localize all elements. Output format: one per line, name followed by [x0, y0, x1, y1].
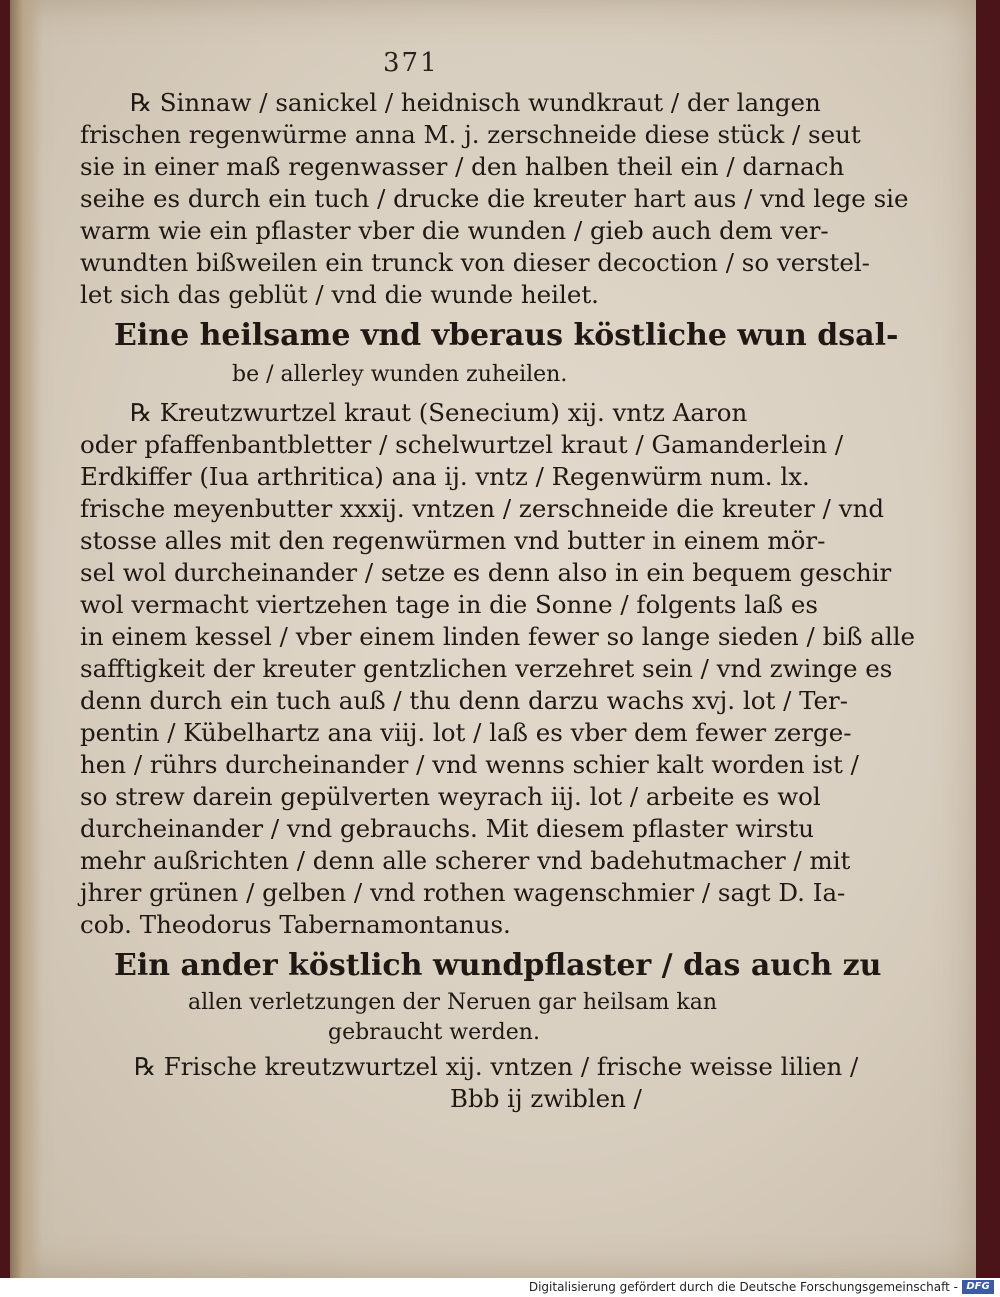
text-line: seihe es durch ein tuch / drucke die kreuter hart aus / vnd lege sie	[80, 184, 909, 213]
page-gutter	[10, 0, 42, 1278]
text-line: cob. Theodorus Tabernamontanus.	[80, 910, 511, 939]
text-line: wundten bißweilen ein trunck von dieser decoction / so verstel-	[80, 248, 870, 277]
text-line: denn durch ein tuch auß / thu denn darzu wachs xvj. lot / Ter-	[80, 686, 849, 715]
footer-credit: Digitalisierung gefördert durch die Deutsche Forschungsgemeinschaft -	[528, 1280, 958, 1294]
signature-catchword: Bbb ij zwiblen /	[450, 1084, 642, 1113]
text-line: ℞ Frische kreutzwurtzel xij. vntzen / frische weisse lilien /	[134, 1052, 859, 1081]
text-line: sie in einer maß regenwasser / den halben theil ein / darnach	[80, 152, 845, 181]
text-line: jhrer grünen / gelben / vnd rothen wagenschmier / sagt D. Ia-	[80, 878, 846, 907]
text-line: pentin / Kübelhartz ana viij. lot / laß es vber dem fewer zerge-	[80, 718, 852, 747]
text-line: warm wie ein pflaster vber die wunden / gieb auch dem ver-	[80, 216, 829, 245]
text-line: oder pfaffenbantbletter / schelwurtzel kraut / Gamanderlein /	[80, 430, 844, 459]
section-heading: Eine heilsame vnd vberaus köstliche wun dsal-	[114, 318, 899, 353]
text-line: ℞ Kreutzwurtzel kraut (Senecium) xij. vntz Aaron	[130, 398, 748, 427]
text-line: sel wol durcheinander / setze es denn also in ein bequem geschir	[80, 558, 892, 587]
text-line: frische meyenbutter xxxij. vntzen / zerschneide die kreuter / vnd	[80, 494, 885, 523]
text-line: wol vermacht viertzehen tage in die Sonne / folgents laß es	[80, 590, 818, 619]
text-line: hen / rührs durcheinander / vnd wenns schier kalt worden ist /	[80, 750, 859, 779]
text-line: let sich das geblüt / vnd die wunde heilet.	[80, 280, 599, 309]
text-line: in einem kessel / vber einem linden fewer so lange sieden / biß alle	[80, 622, 916, 651]
text-line: stosse alles mit den regenwürmen vnd butter in einem mör-	[80, 526, 826, 555]
dfg-logo-icon: DFG	[962, 1280, 994, 1294]
section-heading-continued: allen verletzungen der Neruen gar heilsam kan	[188, 990, 718, 1015]
text-line: safftigkeit der kreuter gentzlichen verzehret sein / vnd zwinge es	[80, 654, 893, 683]
text-line: frischen regenwürme anna M. j. zerschneide diese stück / seut	[80, 120, 861, 149]
text-line: ℞ Sinnaw / sanickel / heidnisch wundkraut / der langen	[130, 88, 821, 117]
text-line: so strew darein gepülverten weyrach iij. lot / arbeite es wol	[80, 782, 821, 811]
digitization-footer	[0, 1278, 1000, 1297]
text-line: Erdkiffer (Iua arthritica) ana ij. vntz / Regenwürm num. lx.	[80, 462, 810, 491]
section-heading-continued: be / allerley wunden zuheilen.	[232, 362, 568, 387]
section-heading: Ein ander köstlich wundpflaster / das auch zu	[114, 948, 882, 983]
page-number: 371	[383, 48, 439, 78]
book-page	[10, 0, 976, 1278]
section-heading-continued: gebraucht werden.	[328, 1020, 540, 1045]
text-line: mehr außrichten / denn alle scherer vnd badehutmacher / mit	[80, 846, 851, 875]
text-line: durcheinander / vnd gebrauchs. Mit diesem pflaster wirstu	[80, 814, 815, 843]
